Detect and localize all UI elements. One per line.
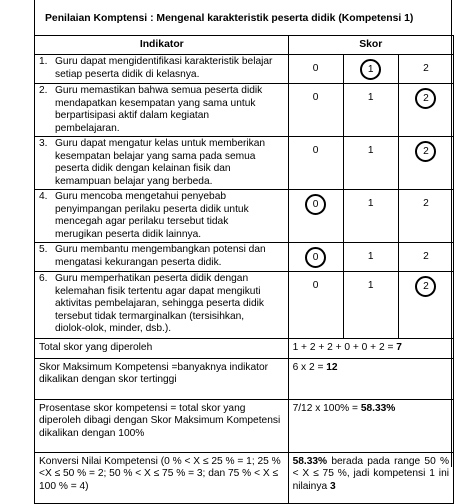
selected-score-circle: 1	[360, 59, 381, 80]
total-label: Total skor yang diperoleh	[35, 339, 289, 359]
score-cell-1[interactable]	[343, 272, 398, 339]
indicator-row	[35, 84, 454, 137]
indicator-row	[35, 243, 454, 272]
score-cell-1[interactable]	[343, 190, 398, 243]
indicator-text: Guru membantu mengembangkan potensi dan mengatasi kekurangan peserta didik.	[55, 244, 266, 268]
max-label: Skor Maksimum Kompetensi =banyaknya indikator dikalikan dengan skor tertinggi	[35, 358, 289, 399]
score-cell-2[interactable]	[398, 243, 453, 272]
score-cell-2[interactable]	[398, 137, 453, 190]
skor-header: Skor	[288, 36, 453, 55]
pct-row	[35, 399, 454, 452]
conv-cell	[288, 452, 453, 503]
conv-label: Konversi Nilai Kompetensi (0 % < X ≤ 25 % = 1; 25 % <X ≤ 50 % = 2; 50 % < X ≤ 75 % = 3; dan 75 % < X ≤ 100 % = 4)	[35, 452, 289, 503]
indicator-number: 2.	[39, 85, 48, 96]
indicator-cell	[35, 243, 289, 272]
table-header-row	[35, 36, 454, 55]
total-row	[35, 339, 454, 359]
score-option: 1	[367, 251, 374, 262]
score-option: 2	[423, 251, 429, 262]
score-cell-0[interactable]	[288, 55, 343, 84]
indicator-number: 5.	[39, 244, 48, 255]
score-cell-0[interactable]	[288, 272, 343, 339]
indicator-rows	[35, 55, 454, 339]
total-cell	[288, 339, 453, 359]
selected-score-circle: 0	[305, 194, 326, 215]
score-option: 0	[312, 92, 319, 103]
competency-table	[34, 35, 454, 504]
selected-score-circle: 2	[415, 141, 436, 162]
score-cell-0[interactable]	[288, 137, 343, 190]
indicator-text: Guru dapat mengidentifikasi karakteristik belajar setiap peserta didik di kelasnya.	[55, 56, 273, 80]
score-cell-0[interactable]	[288, 243, 343, 272]
conv-text: berada pada range 50 % < X ≤ 75 %, jadi kompetensi 1 ini nilainya	[292, 455, 449, 492]
score-cell-1[interactable]	[343, 137, 398, 190]
total-value: 7	[396, 342, 402, 353]
score-cell-2[interactable]	[398, 84, 453, 137]
score-cell-2[interactable]	[398, 190, 453, 243]
score-cell-0[interactable]	[288, 190, 343, 243]
max-value: 12	[326, 361, 338, 373]
score-cell-2[interactable]	[398, 272, 453, 339]
selected-score-circle: 2	[415, 276, 436, 297]
score-cell-2[interactable]	[398, 55, 453, 84]
indicator-cell	[35, 190, 289, 243]
score-option: 0	[312, 280, 319, 291]
indicator-row	[35, 190, 454, 243]
indicator-text: Guru mencoba mengetahui penyebab penyimpangan perilaku peserta didik untuk mencegah agar perilaku tersebut tidak merugikan peserta didik lainnya.	[55, 191, 249, 240]
indicator-text: Guru memperhatikan peserta didik dengan kelemahan fisik tertentu agar dapat mengikuti aktivitas pembelajaran, sehingga peserta didik tersebut tidak termarginalkan (tersisihkan, diolok-olok, minder, dsb.).	[55, 273, 264, 334]
pct-formula: 7/12 x 100% =	[292, 402, 361, 414]
conv-row	[35, 452, 454, 503]
max-cell	[288, 358, 453, 399]
max-row	[35, 358, 454, 399]
indikator-header: Indikator	[35, 36, 289, 55]
score-option: 2	[423, 63, 429, 74]
indicator-text: Guru memastikan bahwa semua peserta didik mendapatkan kesempatan yang sama untuk berpartisipasi aktif dalam kegiatan pembelajaran.	[55, 85, 263, 134]
score-option: 0	[312, 63, 319, 74]
indicator-number: 1.	[39, 56, 48, 67]
score-option: 1	[367, 92, 374, 103]
document-frame	[34, 0, 452, 492]
indicator-row	[35, 137, 454, 190]
score-cell-0[interactable]	[288, 84, 343, 137]
indicator-number: 4.	[39, 191, 48, 202]
conv-value: 58.33%	[292, 455, 328, 467]
score-option: 1	[367, 145, 374, 156]
score-option: 1	[367, 198, 374, 209]
indicator-cell	[35, 137, 289, 190]
indicator-text: Guru dapat mengatur kelas untuk memberikan kesempatan belajar yang sama pada semua peserta didik dengan kelainan fisik dan kemampuan belajar yang berbeda.	[55, 138, 266, 187]
conv-result: 3	[329, 480, 336, 492]
indicator-cell	[35, 84, 289, 137]
max-formula: 6 x 2 =	[292, 361, 327, 373]
indicator-cell	[35, 272, 289, 339]
page-title: Penilaian Komptensi : Mengenal karakteristik peserta didik (Kompetensi 1)	[35, 0, 451, 36]
score-option: 1	[367, 280, 374, 291]
indicator-number: 6.	[39, 273, 48, 284]
score-option: 2	[423, 198, 429, 209]
score-cell-1[interactable]	[343, 84, 398, 137]
selected-score-circle: 0	[305, 247, 326, 268]
pct-label: Prosentase skor kompetensi = total skor yang diperoleh dibagi dengan Skor Maksimum Kompetensi dikalikan dengan 100%	[35, 399, 289, 452]
score-cell-1[interactable]	[343, 55, 398, 84]
indicator-row	[35, 55, 454, 84]
selected-score-circle: 2	[415, 88, 436, 109]
indicator-number: 3.	[39, 138, 48, 149]
indicator-row	[35, 272, 454, 339]
indicator-cell	[35, 55, 289, 84]
pct-cell	[288, 399, 453, 452]
score-option: 0	[312, 145, 319, 156]
pct-value: 58.33%	[360, 402, 396, 414]
total-formula: 1 + 2 + 2 + 0 + 0 + 2 =	[292, 342, 397, 353]
score-cell-1[interactable]	[343, 243, 398, 272]
